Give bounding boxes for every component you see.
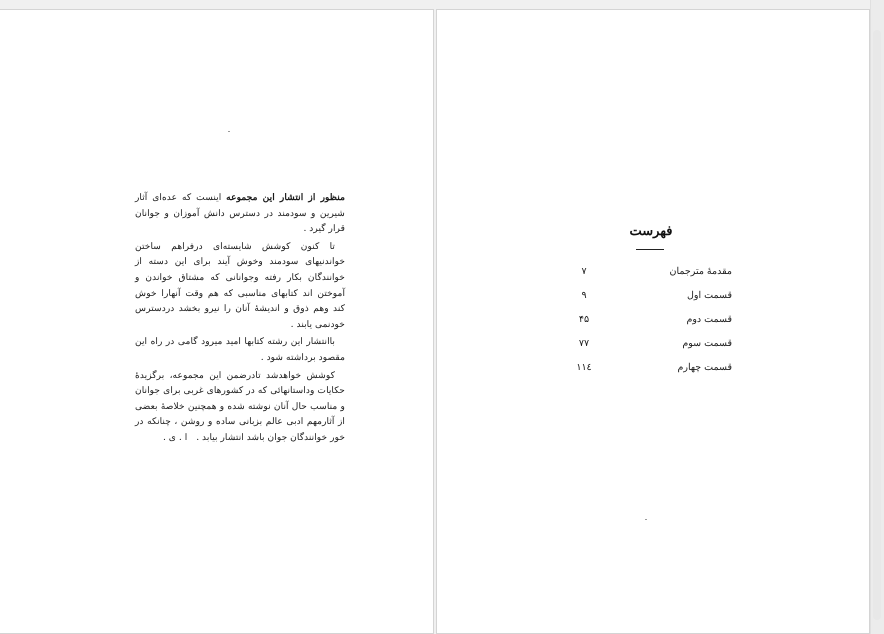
- toc-entry-label: قسمت چهارم: [677, 362, 732, 373]
- preface-text: [135, 190, 345, 448]
- toc-title-rule: [636, 249, 664, 250]
- toc-entry-page: ۴۵: [578, 314, 590, 325]
- toc-entry-page: ۹: [581, 290, 587, 301]
- preface-signature: ا . ی .: [162, 431, 188, 443]
- page-speck: [228, 131, 230, 132]
- toc-entry-label: مقدمهٔ مترجمان: [669, 266, 732, 277]
- toc-list: [572, 266, 732, 386]
- preface-lead: منظور از انتشار این مجموعه: [226, 192, 345, 203]
- toc-entry[interactable]: [572, 266, 732, 290]
- toc-entry-page: ۱۱٤: [576, 362, 592, 373]
- toc-entry[interactable]: [572, 338, 732, 362]
- preface-paragraph: [135, 239, 345, 333]
- toc-entry-label: قسمت اول: [687, 290, 732, 301]
- toc-entry[interactable]: [572, 314, 732, 338]
- preface-paragraph: [135, 190, 345, 237]
- page-speck: [645, 519, 647, 520]
- preface-paragraph-text: کوشش خواهدشد تادرضمن این مجموعه، برگزیدهٔ حکایات وداستانهائی که در کشورهای غربی برای جوانان و مناسب حال آنان نوشته شده و همچنین خلاصهٔ بعضی از آثارمهم ادبی عالم بزبانی ساده و روشن ، چنانکه در خور خوانندگان جوان باشد انتشار بیابد .: [135, 369, 345, 443]
- vertical-scrollbar[interactable]: [870, 0, 884, 634]
- toc-entry-label: قسمت دوم: [686, 314, 732, 325]
- toc-entry-page: ۷: [581, 266, 587, 277]
- preface-paragraph: [135, 368, 345, 446]
- toc-title: فهرست: [629, 224, 673, 239]
- toc-entry[interactable]: [572, 362, 732, 386]
- preface-paragraph: [135, 334, 345, 365]
- toc-entry-label: قسمت سوم: [682, 338, 732, 349]
- preface-paragraph-text: باانتشار این رشته کتابها امید میرود گامی در راه این مقصود برداشته شود .: [135, 336, 345, 363]
- scrollbar-thumb[interactable]: [873, 30, 881, 620]
- preface-paragraph-text: اینست که عده‌ای آثار شیرین و سودمند در دسترس دانش آموزان و جوانان قرار گیرد .: [135, 192, 345, 235]
- toc-entry-page: ۷۷: [578, 338, 590, 349]
- toc-entry[interactable]: [572, 290, 732, 314]
- preface-paragraph-text: تا کنون کوشش شایسته‌ای درفراهم ساختن خواندنیهای سودمند وخوش آیند برای این دسته از خوانندگان بکار رفته وجوانانی که مشتاق خواندن و آموختن اند کتابهای مناسبی که هم وقت آنهارا خوش کند وهم ذوق و اندیشهٔ آنان را نیرو بخشد دردسترس خودنمی یابند .: [135, 240, 345, 330]
